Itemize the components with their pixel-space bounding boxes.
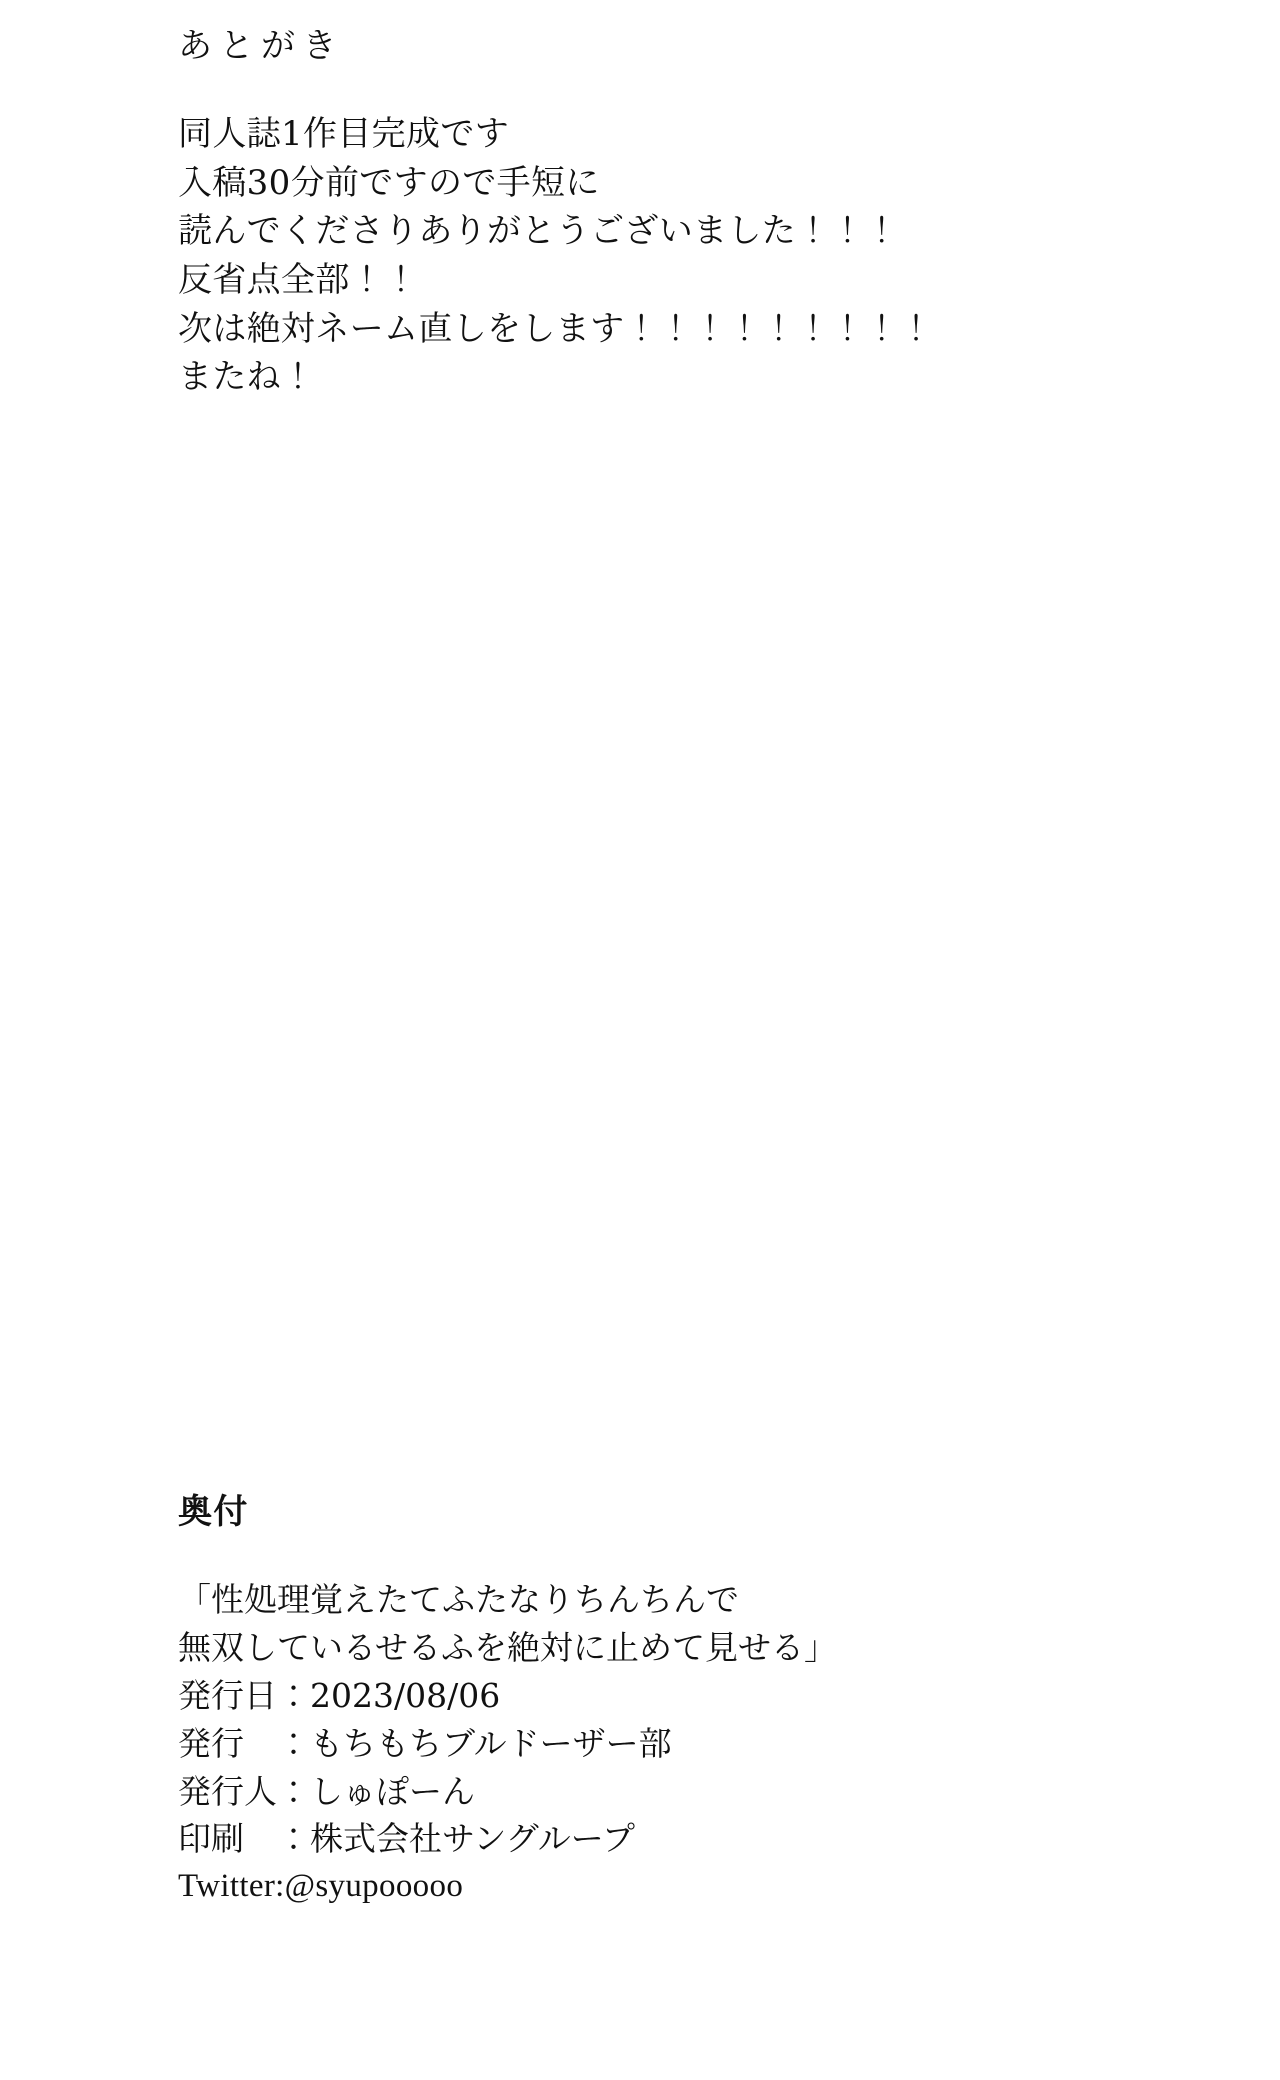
colophon-heading: 奥付 xyxy=(178,1492,249,1532)
colophon-publish-date: 発行日：2023/08/06 xyxy=(178,1675,501,1715)
colophon-publisher: 発行 ：もちもちブルドーザー部 xyxy=(178,1723,672,1763)
colophon-title-line: 無双しているせるふを絶対に止めて見せる」 xyxy=(178,1628,838,1668)
afterword-line: 入稿30分前ですので手短に xyxy=(178,162,600,203)
colophon-body xyxy=(178,1576,1178,1911)
colophon-title-line: 「性処理覚えたてふたなりちんちんで xyxy=(178,1580,739,1620)
afterword-section xyxy=(178,24,1178,402)
colophon-publisher-person: 発行人：しゅぽーん xyxy=(178,1771,475,1811)
colophon-twitter-handle: Twitter:@syupooooo xyxy=(178,1868,464,1905)
afterword-line: 次は絶対ネーム直しをします！！！！！！！！！ xyxy=(178,308,934,349)
afterword-line: 読んでくださりありがとうございました！！！ xyxy=(178,211,900,252)
afterword-line: 反省点全部！！ xyxy=(178,260,419,301)
afterword-line: 同人誌1作目完成です xyxy=(178,114,510,155)
afterword-line: またね！ xyxy=(178,357,316,398)
afterword-body xyxy=(178,110,1178,402)
colophon-section xyxy=(178,1490,1178,1911)
colophon-printer: 印刷 ：株式会社サングループ xyxy=(178,1819,636,1859)
afterword-heading: あとがき xyxy=(178,26,344,66)
